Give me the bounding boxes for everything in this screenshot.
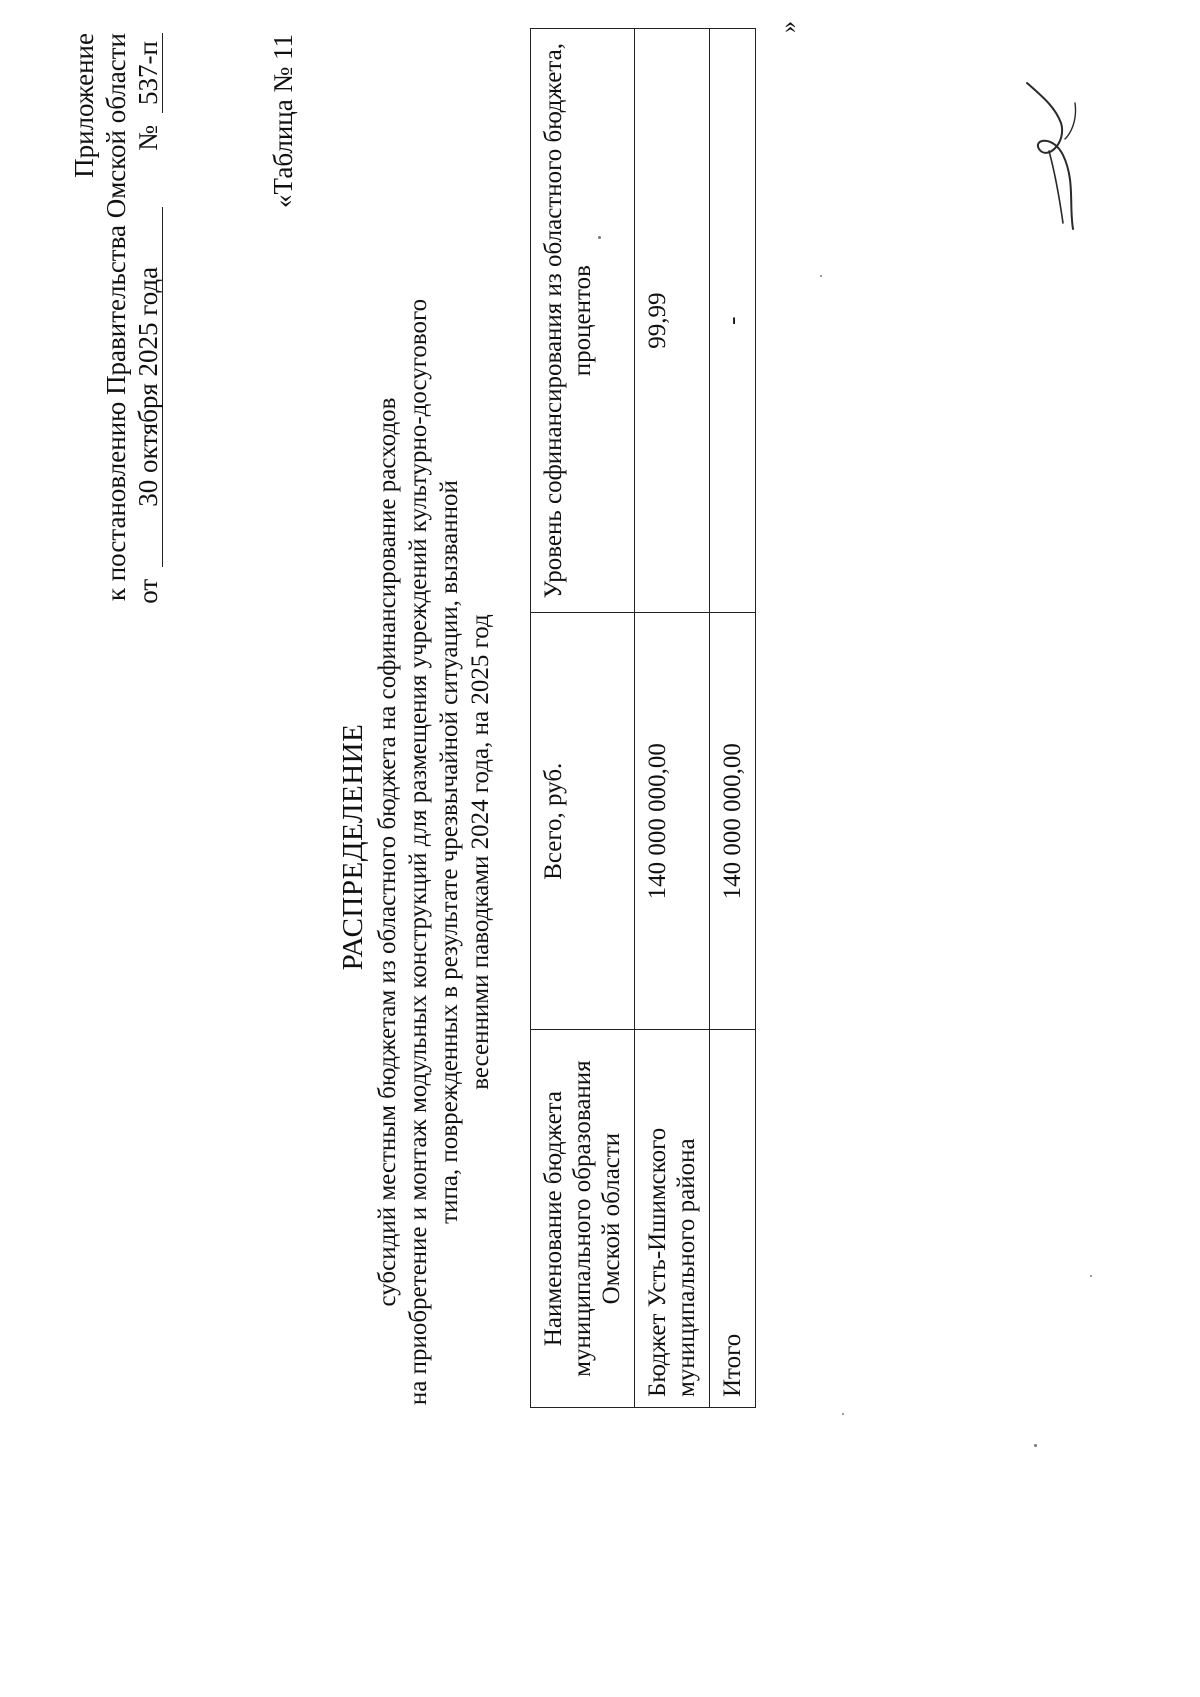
budget-name-cell: Бюджет Усть-Ишимского муниципального района — [635, 1030, 710, 1408]
column-header-budget-name: Наименование бюджета муниципального образования Омской области — [531, 1030, 635, 1408]
number-label: № — [133, 125, 163, 151]
scan-speck — [1090, 1275, 1092, 1277]
scan-speck — [842, 1413, 844, 1415]
header-block — [68, 33, 164, 627]
table-row — [635, 29, 710, 1408]
table-header-row — [531, 29, 635, 1408]
table-total-row — [710, 29, 756, 1408]
subtitle-line: типа, поврежденных в результате чрезвычайной ситуации, вызванной — [436, 480, 463, 1224]
cofinancing-level-cell: 99,99 — [635, 29, 710, 613]
cofinancing-level-cell: - — [710, 29, 756, 613]
subtitle-line: на приобретение и монтаж модульных конструкций для размещения учреждений культурно-досугового — [405, 298, 432, 1406]
document-subtitle — [372, 227, 496, 1477]
total-label-cell: Итого — [710, 1030, 756, 1408]
column-header-cofinancing-level: Уровень софинансирования из областного бюджета, процентов — [531, 29, 635, 613]
scan-speck — [1034, 1444, 1037, 1447]
appendix-label: Приложение — [69, 33, 99, 178]
resolution-number: 537-п — [134, 33, 163, 113]
resolution-date-number-line — [132, 33, 164, 627]
total-amount-cell: 140 000 000,00 — [710, 613, 756, 1030]
distribution-table — [530, 28, 756, 1408]
total-amount-cell: 140 000 000,00 — [635, 613, 710, 1030]
column-header-total: Всего, руб. — [531, 613, 635, 1030]
subtitle-line: субсидий местным бюджетам из областного бюджета на софинансирование расходов — [374, 397, 401, 1307]
handwritten-signature — [1003, 75, 1093, 235]
resolution-date: 30 октября 2025 года — [134, 207, 163, 567]
table-number: «Таблица № 11 — [268, 34, 298, 208]
from-label: от — [133, 578, 163, 604]
resolution-reference: к постановлению Правительства Омской области — [101, 33, 131, 602]
document-title: РАСПРЕДЕЛЕНИЕ — [337, 723, 369, 971]
subtitle-line: весенними паводками 2024 года, на 2025 год — [467, 614, 494, 1090]
scan-speck — [820, 275, 822, 277]
closing-quote-mark: » — [776, 21, 802, 33]
scan-speck — [598, 236, 601, 239]
